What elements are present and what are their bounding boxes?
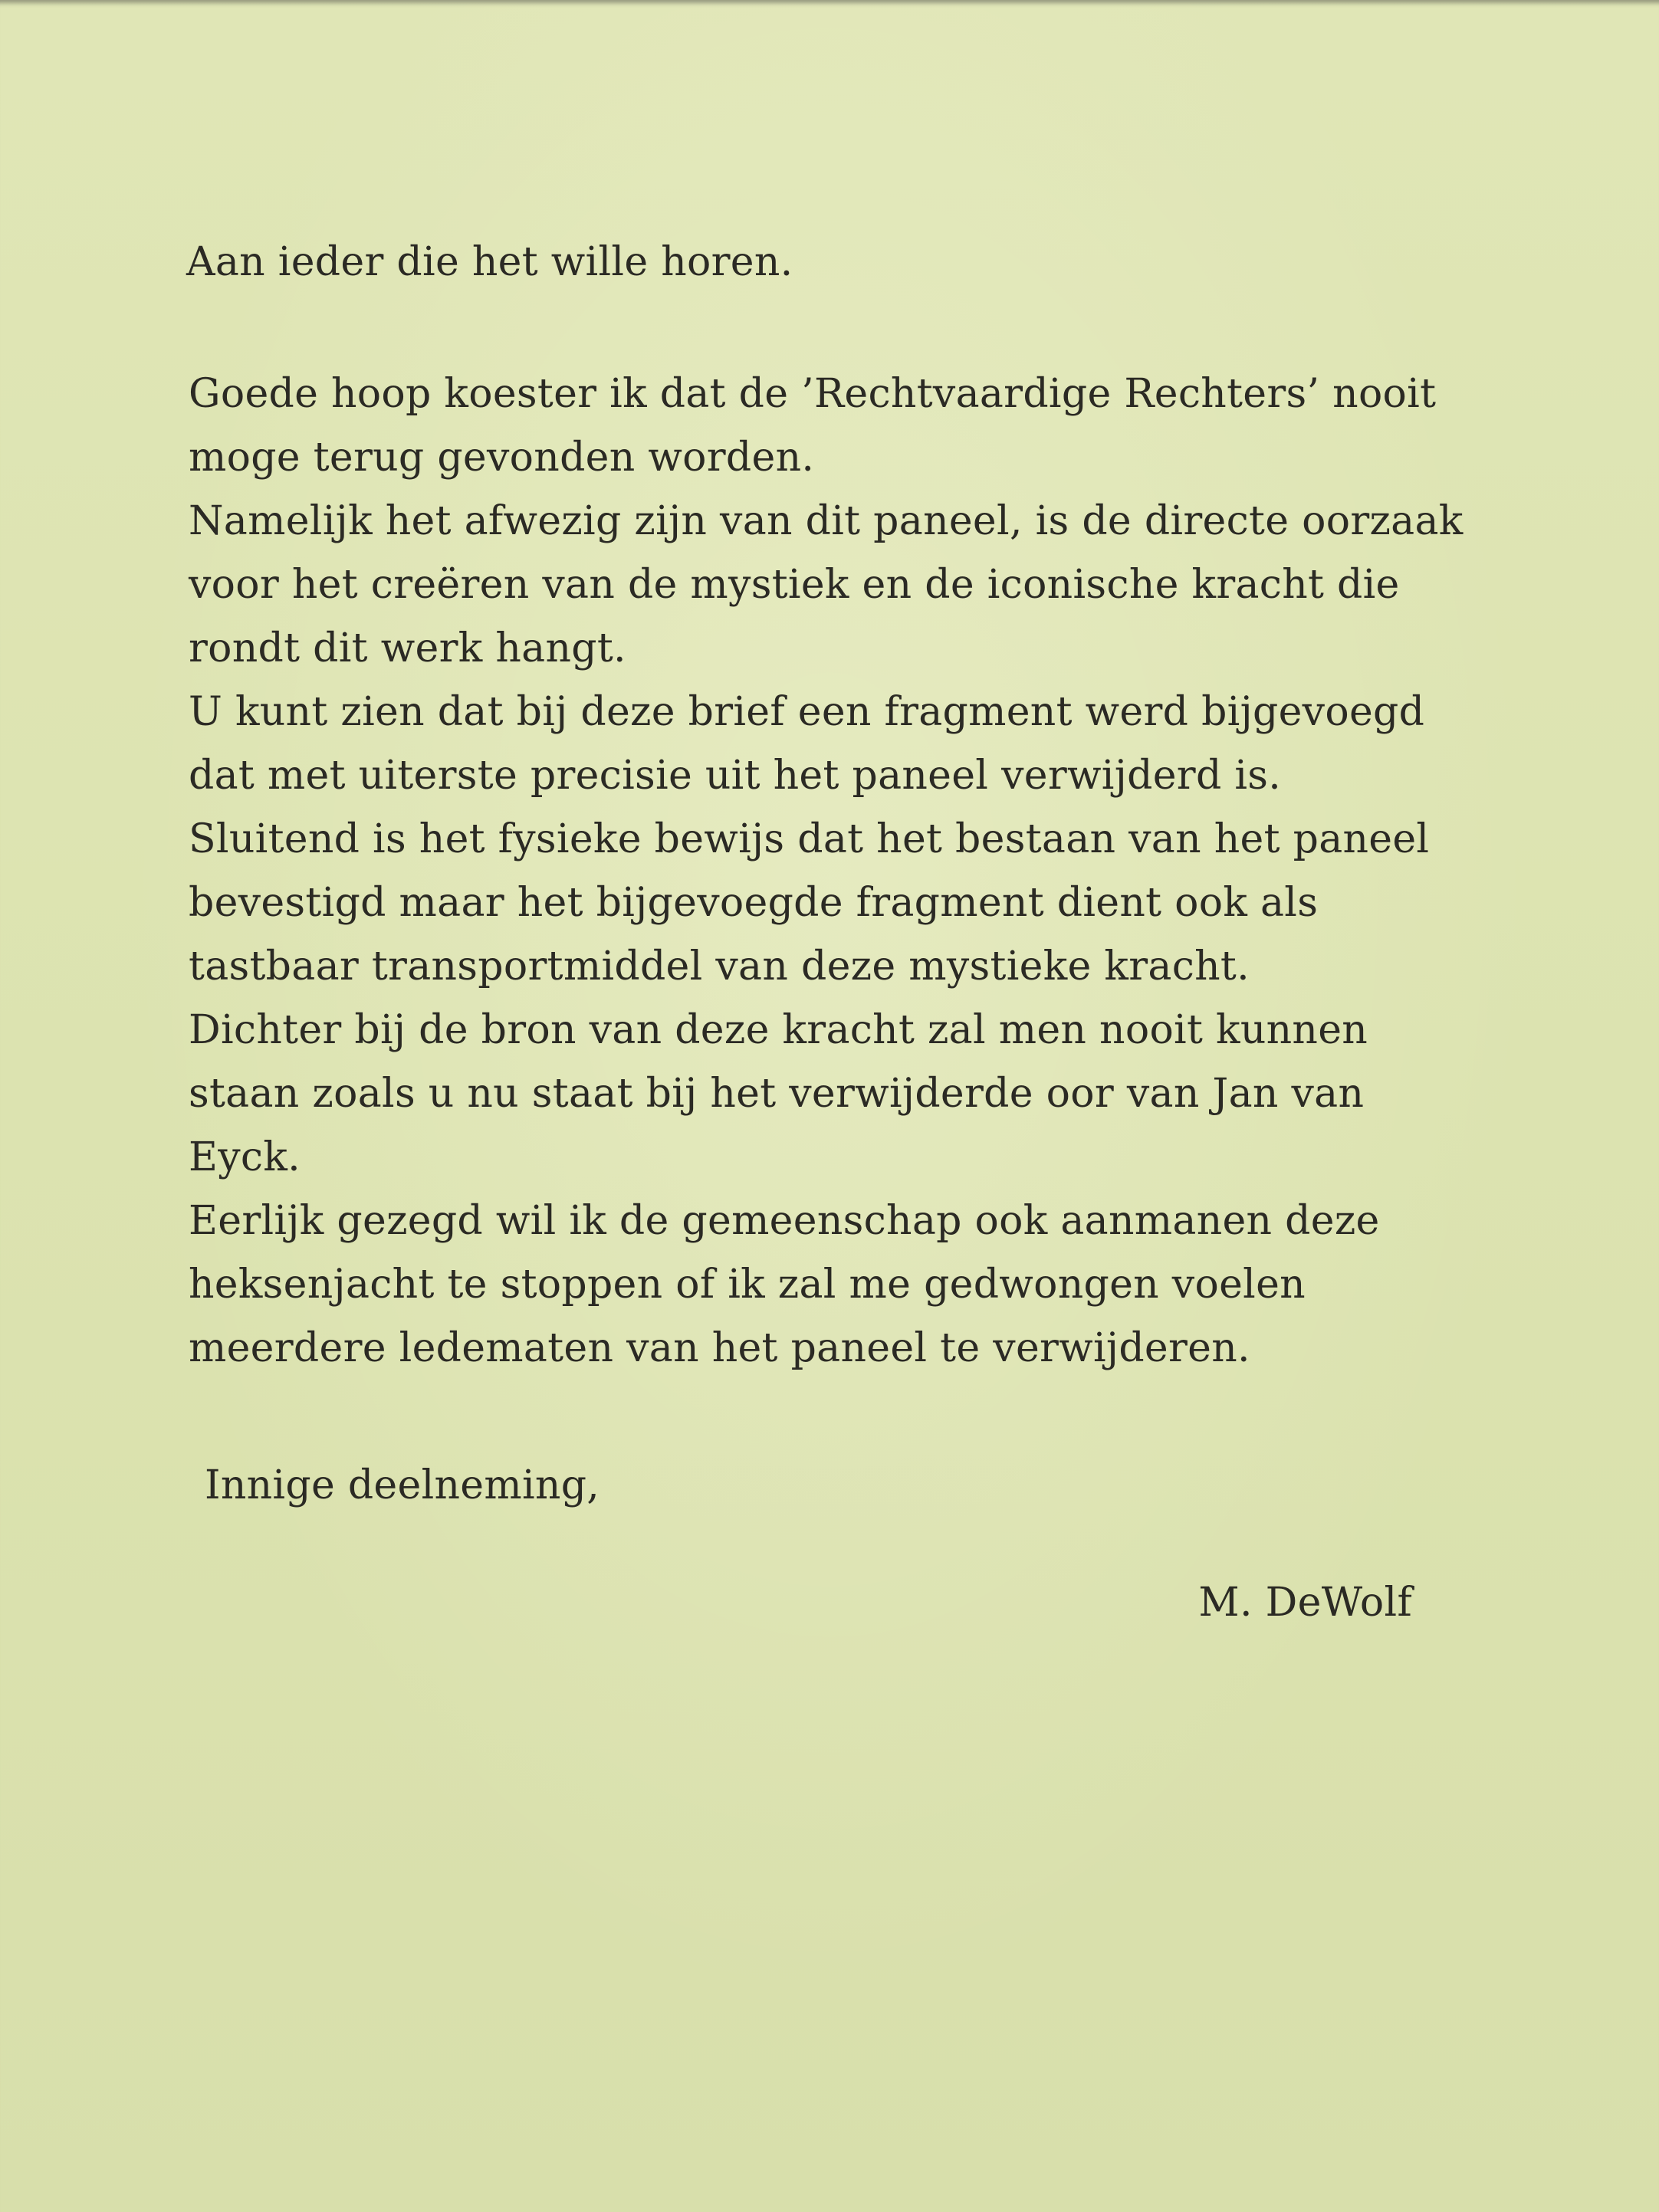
body-line: heksenjacht te stoppen of ik zal me gedwongen voelen [189,1262,1306,1308]
body-line: Eyck. [189,1134,301,1180]
closing: Innige deelneming, [205,1462,600,1508]
body-line: bevestigd maar het bijgevoegde fragment dient ook als [189,880,1319,926]
body-line: Sluitend is het fysieke bewijs dat het bestaan van het paneel [189,816,1430,862]
body-line: tastbaar transportmiddel van deze mystieke kracht. [189,944,1250,989]
body-line: U kunt zien dat bij deze brief een fragment werd bijgevoegd [189,689,1425,735]
body-line: moge terug gevonden worden. [189,435,815,481]
body-line: meerdere ledematen van het paneel te verwijderen. [189,1325,1250,1371]
body-line: Dichter bij de bron van deze kracht zal men nooit kunnen [189,1007,1368,1053]
body-line: dat met uiterste precisie uit het paneel verwijderd is. [189,753,1282,799]
greeting: Aan ieder die het wille horen. [186,239,793,285]
body-line: staan zoals u nu staat bij het verwijderde oor van Jan van [189,1071,1365,1117]
body-line: rondt dit werk hangt. [189,625,626,671]
body-line: voor het creëren van de mystiek en de iconische kracht die [189,562,1400,608]
signature: M. DeWolf [1198,1580,1412,1626]
body-line: Namelijk het afwezig zijn van dit paneel, is de directe oorzaak [189,498,1464,544]
body-line: Goede hoop koester ik dat de ’Rechtvaardige Rechters’ nooit [189,371,1437,417]
body-line: Eerlijk gezegd wil ik de gemeenschap ook aanmanen deze [189,1198,1380,1244]
